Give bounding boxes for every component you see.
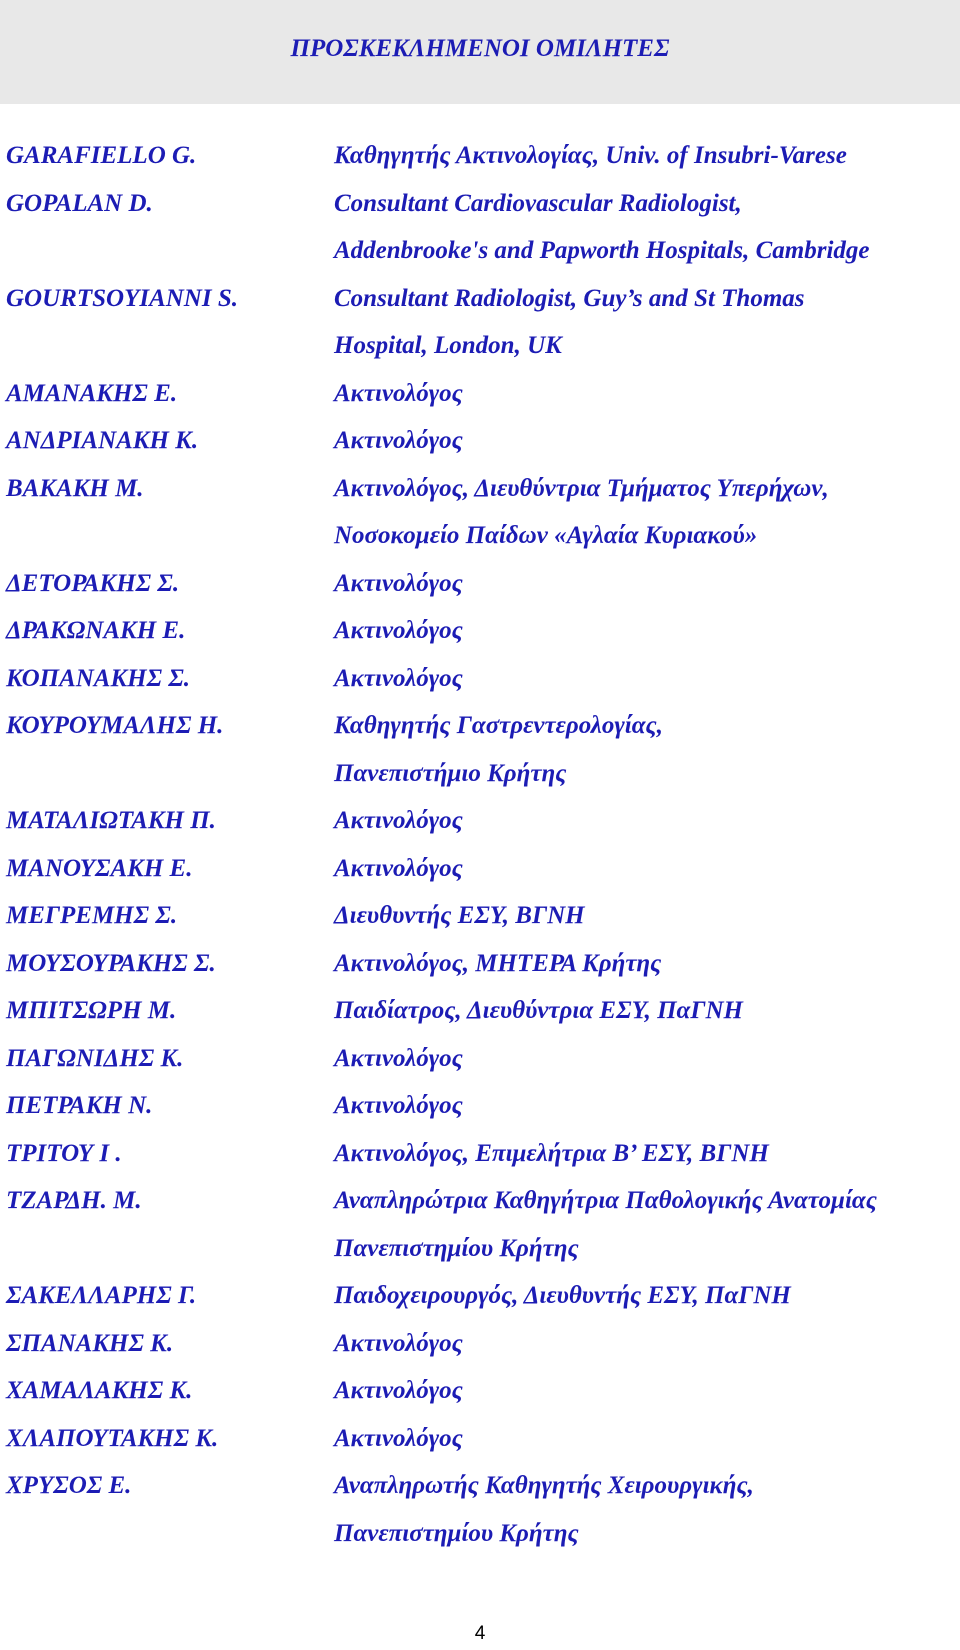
speaker-role (334, 560, 956, 608)
speaker-role (334, 275, 956, 370)
speaker-name: ΔΡΑΚΩΝΑΚΗ Ε. (6, 617, 186, 644)
speaker-role-line: Ακτινολόγος, Διευθύντρια Τμήματος Υπερήχων, (334, 474, 829, 502)
speaker-role-line: Καθηγητής Ακτινολογίας, Univ. of Insubri-Varese (334, 142, 847, 169)
speaker-role-line: Πανεπιστήμιο Κρήτης (334, 759, 567, 787)
speaker-role-line: Ακτινολόγος (334, 617, 463, 644)
speaker-role-line: Ακτινολόγος (334, 664, 463, 692)
speaker-role (334, 1082, 956, 1130)
speaker-row (6, 940, 956, 988)
speaker-row (6, 987, 956, 1035)
speaker-row (6, 702, 956, 797)
speaker-row (6, 1035, 956, 1083)
speaker-row (6, 1462, 956, 1557)
speaker-role-line: Addenbrooke's and Papworth Hospitals, Cambridge (334, 237, 870, 264)
speaker-row (6, 560, 956, 608)
speaker-role (334, 180, 956, 275)
page-title: ΠΡΟΣΚΕΚΛΗΜΕΝΟΙ ΟΜΙΛΗΤΕΣ (290, 35, 670, 62)
speaker-role-line: Ακτινολόγος (334, 427, 463, 454)
speaker-role (334, 1035, 956, 1083)
header-band (0, 0, 960, 104)
speaker-role (334, 1320, 956, 1368)
speaker-role-line: Ακτινολόγος, ΜΗΤΕΡΑ Κρήτης (334, 949, 662, 977)
speaker-role-line: Consultant Radiologist, Guy’s and St Thomas (334, 284, 805, 312)
speaker-role (334, 465, 956, 560)
speaker-role-line: Παιδίατρος, Διευθύντρια ΕΣΥ, ΠαΓΝΗ (334, 997, 743, 1024)
speaker-row (6, 1177, 956, 1272)
speaker-role-line: Αναπληρωτής Καθηγητής Χειρουργικής, (334, 1472, 754, 1499)
speaker-name: ΜΕΓΡΕΜΗΣ Σ. (6, 902, 178, 929)
speaker-role-line: Καθηγητής Γαστρεντερολογίας, (334, 712, 663, 739)
speaker-role-line: Ακτινολόγος (334, 379, 463, 407)
speaker-name: ΜΑΝΟΥΣΑΚΗ Ε. (6, 854, 193, 882)
speaker-name: ΤΡΙΤΟΥ Ι . (6, 1139, 122, 1167)
speaker-role-line: Πανεπιστημίου Κρήτης (334, 1234, 579, 1262)
speaker-row (6, 1082, 956, 1130)
speaker-role-line: Ακτινολόγος (334, 854, 463, 882)
speaker-name: GOURTSOYIANNI S. (6, 284, 238, 312)
speaker-role-line: Ακτινολόγος (334, 1424, 463, 1452)
speaker-role (334, 655, 956, 703)
speaker-name: ΚΟΥΡΟΥΜΑΛΗΣ Η. (6, 712, 224, 739)
speaker-role-line: Ακτινολόγος (334, 807, 463, 834)
speaker-role-line: Πανεπιστημίου Κρήτης (334, 1519, 579, 1547)
speaker-row (6, 1415, 956, 1463)
speaker-role (334, 797, 956, 845)
speaker-row (6, 655, 956, 703)
speaker-role (334, 132, 956, 180)
speaker-role-line: Αναπληρώτρια Καθηγήτρια Παθολογικής Ανατομίας (334, 1187, 877, 1214)
speaker-name: ΧΛΑΠΟΥΤΑΚΗΣ Κ. (6, 1424, 219, 1452)
speaker-row (6, 845, 956, 893)
speaker-role (334, 1367, 956, 1415)
speaker-role-line: Ακτινολόγος (334, 1329, 463, 1357)
speaker-name: ΑΝΔΡΙΑΝΑΚΗ Κ. (6, 427, 199, 454)
speaker-role-line: Ακτινολόγος (334, 1092, 463, 1119)
speaker-name: GOPALAN D. (6, 189, 153, 217)
speaker-name: ΣΠΑΝΑΚΗΣ Κ. (6, 1329, 174, 1357)
speaker-row (6, 1367, 956, 1415)
speaker-role-line: Hospital, London, UK (334, 332, 562, 359)
speaker-role (334, 370, 956, 418)
speaker-name: ΒΑΚΑΚΗ Μ. (6, 474, 144, 502)
speaker-role (334, 845, 956, 893)
speaker-name: ΠΑΓΩΝΙΔΗΣ Κ. (6, 1044, 184, 1072)
speaker-name: ΚΟΠΑΝΑΚΗΣ Σ. (6, 664, 191, 692)
speaker-name: ΜΑΤΑΛΙΩΤΑΚΗ Π. (6, 807, 216, 834)
speaker-role-line: Consultant Cardiovascular Radiologist, (334, 189, 742, 217)
speaker-row (6, 132, 956, 180)
speaker-name: ΠΕΤΡΑΚΗ Ν. (6, 1092, 153, 1119)
speaker-row (6, 607, 956, 655)
speaker-row (6, 417, 956, 465)
speaker-name: GARAFIELLO G. (6, 142, 197, 169)
speaker-role-line: Ακτινολόγος (334, 569, 463, 597)
speaker-row (6, 370, 956, 418)
page-number: 4 (474, 1623, 486, 1644)
speaker-row (6, 1272, 956, 1320)
speaker-name: ΣΑΚΕΛΛΑΡΗΣ Γ. (6, 1282, 197, 1309)
speaker-role (334, 1177, 956, 1272)
speaker-role-line: Παιδοχειρουργός, Διευθυντής ΕΣΥ, ΠαΓΝΗ (334, 1282, 791, 1309)
speaker-role (334, 1415, 956, 1463)
speaker-row (6, 275, 956, 370)
speaker-role (334, 987, 956, 1035)
speaker-role-line: Διευθυντής ΕΣΥ, ΒΓΝΗ (334, 902, 585, 929)
speaker-row (6, 1320, 956, 1368)
speaker-row (6, 465, 956, 560)
speaker-role-line: Ακτινολόγος (334, 1377, 463, 1404)
speaker-role (334, 607, 956, 655)
speaker-name: ΔΕΤΟΡΑΚΗΣ Σ. (6, 569, 180, 597)
speaker-row (6, 180, 956, 275)
speaker-role (334, 702, 956, 797)
speaker-row (6, 892, 956, 940)
speaker-name: ΧΡΥΣΟΣ Ε. (6, 1472, 132, 1499)
speaker-name: ΑΜΑΝΑΚΗΣ Ε. (6, 379, 178, 407)
speaker-role-line: Ακτινολόγος (334, 1044, 463, 1072)
speaker-list (6, 132, 956, 1557)
speaker-role (334, 1272, 956, 1320)
speaker-role (334, 892, 956, 940)
speaker-role (334, 417, 956, 465)
speaker-role (334, 1462, 956, 1557)
speaker-name: ΜΠΙΤΣΩΡΗ Μ. (6, 997, 177, 1024)
speaker-row (6, 1130, 956, 1178)
speaker-role (334, 940, 956, 988)
speaker-name: ΧΑΜΑΛΑΚΗΣ Κ. (6, 1377, 193, 1404)
speaker-name: ΤΖΑΡΔΗ. Μ. (6, 1187, 142, 1214)
speaker-role (334, 1130, 956, 1178)
speaker-role-line: Νοσοκομείο Παίδων «Αγλαία Κυριακού» (334, 522, 758, 549)
speaker-row (6, 797, 956, 845)
speaker-role-line: Ακτινολόγος, Επιμελήτρια Β’ ΕΣΥ, ΒΓΝΗ (334, 1139, 769, 1167)
speaker-name: ΜΟΥΣΟΥΡΑΚΗΣ Σ. (6, 949, 216, 977)
